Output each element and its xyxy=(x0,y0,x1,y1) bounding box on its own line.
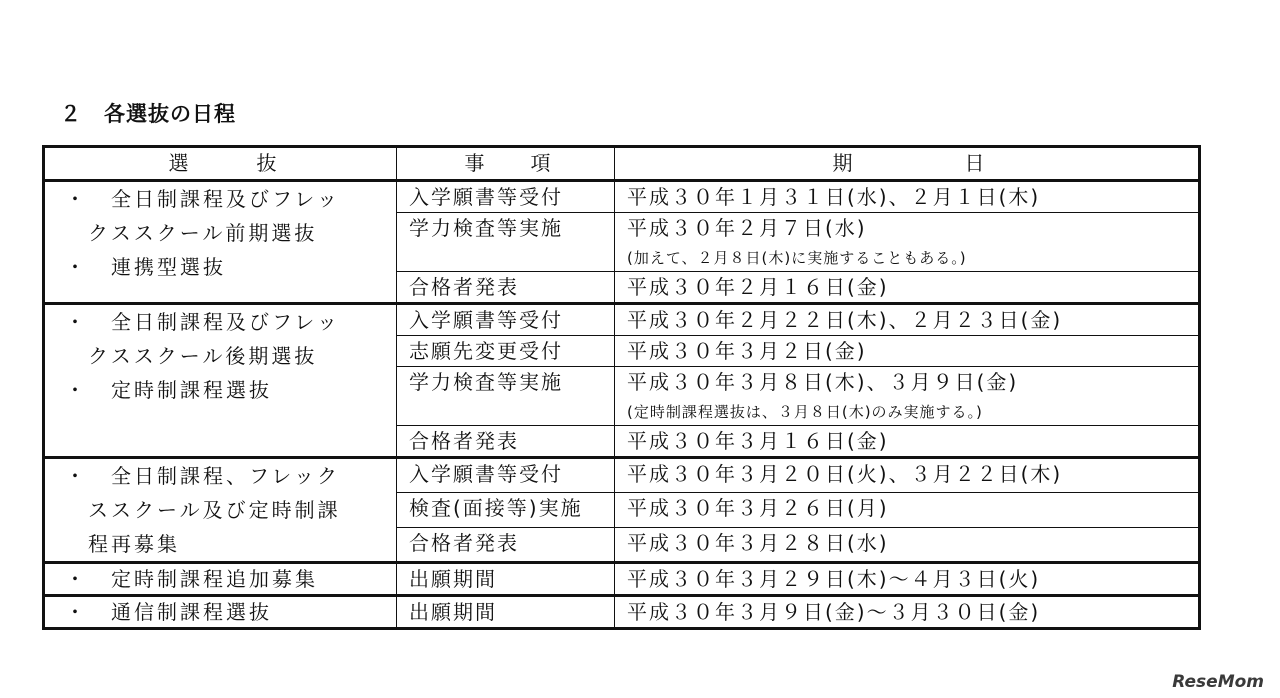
table-row xyxy=(44,563,1200,596)
date-note: (加えて、２月８日(木)に実施することもある。) xyxy=(627,249,967,267)
selection-line: ・ 全日制課程及びフレッ xyxy=(65,187,340,211)
date-cell: 平成３０年３月２８日(水) xyxy=(615,527,1200,562)
date-note: (定時制課程選抜は、３月８日(木)のみ実施する。) xyxy=(627,403,983,421)
header-date: 期 日 xyxy=(615,147,1200,181)
header-item: 事 項 xyxy=(397,147,615,181)
date-cell: 平成３０年３月２日(金) xyxy=(615,336,1200,367)
selection-line: クススクール前期選抜 xyxy=(65,221,318,245)
selection-line: ・ 連携型選抜 xyxy=(65,255,226,279)
date-cell xyxy=(615,213,1200,272)
selection-cell xyxy=(44,563,397,596)
date-cell: 平成３０年３月２９日(木)～４月３日(火) xyxy=(615,563,1200,596)
selection-cell xyxy=(44,458,397,563)
item-cell: 出願期間 xyxy=(397,563,615,596)
header-selection: 選 抜 xyxy=(44,147,397,181)
table-row xyxy=(44,596,1200,629)
item-cell: 合格者発表 xyxy=(397,527,615,562)
date-cell: 平成３０年３月２６日(月) xyxy=(615,493,1200,527)
selection-cell xyxy=(44,596,397,629)
table-row xyxy=(44,304,1200,336)
resemom-logo: ReseMom xyxy=(1172,672,1264,692)
item-cell: 合格者発表 xyxy=(397,272,615,304)
date-cell: 平成３０年３月９日(金)～３月３０日(金) xyxy=(615,596,1200,629)
table-row xyxy=(44,181,1200,213)
selection-line: 程再募集 xyxy=(65,532,180,556)
item-cell: 志願先変更受付 xyxy=(397,336,615,367)
date-cell: 平成３０年１月３１日(水)、２月１日(木) xyxy=(615,181,1200,213)
item-cell: 入学願書等受付 xyxy=(397,181,615,213)
date-text: 平成３０年２月７日(水) xyxy=(627,216,867,240)
item-cell: 検査(面接等)実施 xyxy=(397,493,615,527)
date-text: 平成３０年３月８日(木)、３月９日(金) xyxy=(627,370,1019,394)
item-cell: 学力検査等実施 xyxy=(397,213,615,272)
schedule-table xyxy=(42,145,1201,630)
item-cell: 合格者発表 xyxy=(397,426,615,458)
selection-line: クススクール後期選抜 xyxy=(65,344,318,368)
selection-cell xyxy=(44,181,397,304)
table-header-row xyxy=(44,147,1200,181)
table-row xyxy=(44,458,1200,493)
item-cell: 学力検査等実施 xyxy=(397,367,615,426)
selection-line: ・ 全日制課程及びフレッ xyxy=(65,310,340,334)
date-cell xyxy=(615,367,1200,426)
selection-line: ・ 通信制課程選抜 xyxy=(65,600,272,624)
selection-line: ・ 定時制課程追加募集 xyxy=(65,567,318,591)
selection-line: ・ 定時制課程選抜 xyxy=(65,378,272,402)
date-cell: 平成３０年２月２２日(木)、２月２３日(金) xyxy=(615,304,1200,336)
selection-line: ススクール及び定時制課 xyxy=(65,498,341,522)
date-cell: 平成３０年２月１６日(金) xyxy=(615,272,1200,304)
date-cell: 平成３０年３月２０日(火)、３月２２日(木) xyxy=(615,458,1200,493)
item-cell: 入学願書等受付 xyxy=(397,304,615,336)
section-heading: ２ 各選抜の日程 xyxy=(60,102,236,126)
item-cell: 入学願書等受付 xyxy=(397,458,615,493)
item-cell: 出願期間 xyxy=(397,596,615,629)
selection-cell xyxy=(44,304,397,458)
date-cell: 平成３０年３月１６日(金) xyxy=(615,426,1200,458)
selection-line: ・ 全日制課程、フレック xyxy=(65,464,340,488)
